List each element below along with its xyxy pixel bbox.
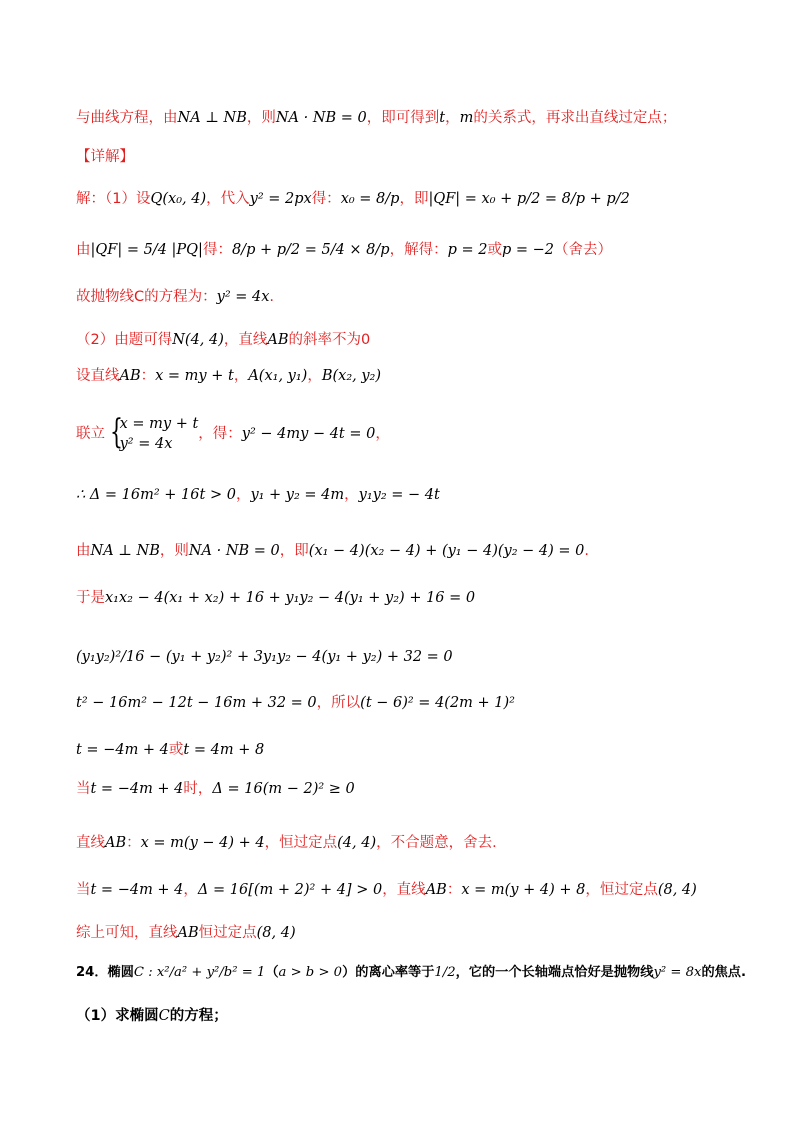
question-part	[76, 1006, 228, 1026]
text-run: ，	[235, 487, 251, 503]
text-run: 的斜率不为0	[288, 332, 371, 348]
text-line	[76, 588, 475, 608]
text-run: ，即	[399, 191, 429, 207]
text-run: ，则	[159, 543, 189, 559]
text-run: 或	[168, 742, 184, 758]
text-run: ，它的一个长轴端点恰好是抛物线	[455, 965, 654, 980]
math-expression: (y₁y₂)²/16 − (y₁ + y₂)² + 3y₁y₂ − 4(y₁ + y₂) + 32 = 0	[76, 649, 453, 665]
text-line	[76, 779, 355, 799]
text-line	[76, 240, 612, 260]
math-expression: p = 2	[447, 242, 488, 258]
text-line	[76, 923, 296, 943]
text-run: 的焦点.	[701, 965, 747, 980]
text-run: 由	[76, 543, 91, 559]
text-line	[76, 740, 264, 760]
text-run: 恒过定点	[198, 925, 257, 941]
system-equation: x = my + t	[119, 416, 199, 432]
question-stem	[76, 963, 746, 983]
text-line	[76, 414, 390, 454]
math-expression: NA ⊥ NB	[90, 543, 160, 559]
text-run: 时，	[183, 781, 213, 797]
math-expression: NA ⊥ NB	[177, 110, 247, 126]
section-heading	[76, 147, 134, 167]
math-expression: t = −4m + 4	[90, 781, 184, 797]
math-expression: x = m(y + 4) + 8	[461, 882, 586, 898]
text-run: 与曲线方程，由	[76, 110, 178, 126]
text-run: （	[265, 965, 279, 980]
text-run: （1）求椭圆	[76, 1008, 159, 1024]
text-run: ，直线	[382, 882, 426, 898]
text-run: ，	[375, 426, 390, 442]
text-run: 【详解】	[76, 149, 134, 165]
text-run: 于是	[76, 590, 105, 606]
math-expression: (4, 4)	[337, 835, 377, 851]
text-run: .	[584, 543, 589, 559]
text-line	[76, 647, 453, 667]
math-expression: NA · NB = 0	[275, 110, 367, 126]
text-line	[76, 693, 515, 713]
text-line	[76, 366, 381, 386]
text-run: 综上可知，直线	[76, 925, 178, 941]
text-run: ：	[140, 368, 156, 384]
text-line	[76, 330, 370, 350]
equation-system	[110, 414, 199, 454]
math-expression: (x₁ − 4)(x₂ − 4) + (y₁ − 4)(y₂ − 4) = 0	[308, 543, 585, 559]
text-run: ，直线	[223, 332, 268, 348]
math-expression: |QF| = x₀ + p/2 = 8/p + p/2	[428, 191, 630, 207]
brace-icon: {	[109, 412, 123, 452]
text-run: ：	[126, 835, 141, 851]
text-run: ，	[445, 110, 460, 126]
text-run: 设直线	[76, 368, 120, 384]
math-expression: x₁x₂ − 4(x₁ + x₂) + 16 + y₁y₂ − 4(y₁ + y₂) + 16 = 0	[105, 590, 476, 606]
text-run: ，	[233, 368, 249, 384]
math-expression: x = my + t	[155, 368, 234, 384]
math-expression: (t − 6)² = 4(2m + 1)²	[360, 695, 515, 711]
math-expression: t² − 16m² − 12t − 16m + 32 = 0	[76, 695, 317, 711]
text-run: ，即	[279, 543, 309, 559]
text-run: 联立	[76, 426, 105, 442]
math-expression: A(x₁, y₁)	[248, 368, 308, 384]
text-run: ，恒过定点	[585, 882, 658, 898]
text-run: ，不合题意，舍去.	[376, 835, 497, 851]
math-expression: t = 4m + 8	[183, 742, 265, 758]
math-expression: AB	[119, 368, 141, 384]
math-expression: AB	[267, 332, 289, 348]
text-line	[76, 189, 630, 209]
math-expression: x₀ = 8/p	[340, 191, 400, 207]
math-expression: t	[439, 110, 446, 126]
system-equation: y² = 4x	[119, 436, 173, 452]
math-expression: (8, 4)	[256, 925, 296, 941]
math-expression: Δ = 16[(m + 2)² + 4] > 0	[197, 882, 383, 898]
math-expression: y² − 4my − 4t = 0	[241, 426, 376, 442]
text-run: 当	[76, 882, 91, 898]
math-expression: Δ = 16(m − 2)² ≥ 0	[212, 781, 355, 797]
text-run: （舍去）	[553, 242, 612, 258]
text-line	[76, 833, 497, 853]
text-run: 故抛物线C的方程为：	[76, 289, 217, 305]
text-run: 或	[487, 242, 502, 258]
text-run: 的关系式，再求出直线过定点；	[473, 110, 677, 126]
math-expression: 1/2	[434, 965, 456, 980]
text-run: 的方程；	[169, 1008, 228, 1024]
math-expression: C	[158, 1008, 170, 1024]
math-expression: m	[459, 110, 474, 126]
text-line	[76, 880, 697, 900]
math-expression: y² = 2px	[249, 191, 312, 207]
math-expression: t = −4m + 4	[76, 742, 169, 758]
text-run: ，所以	[316, 695, 361, 711]
text-run: ，代入	[206, 191, 250, 207]
math-expression: N(4, 4)	[172, 332, 224, 348]
text-run: ，	[344, 487, 359, 503]
math-expression: y₁ + y₂ = 4m	[250, 487, 345, 503]
math-expression: ∴ Δ = 16m² + 16t > 0	[76, 487, 236, 503]
text-run: 直线	[76, 835, 105, 851]
math-expression: (8, 4)	[657, 882, 697, 898]
text-run: ）的离心率等于	[342, 965, 435, 980]
text-run: ，即可得到	[366, 110, 440, 126]
text-run: 得：	[202, 242, 232, 258]
text-line	[76, 485, 440, 505]
math-expression: p = −2	[501, 242, 554, 258]
math-expression: t = −4m + 4	[90, 882, 184, 898]
math-expression: y² = 4x	[216, 289, 270, 305]
text-run: ，恒过定点	[264, 835, 338, 851]
text-run: ，得：	[198, 426, 242, 442]
math-expression: NA · NB = 0	[188, 543, 280, 559]
math-expression: B(x₂, y₂)	[321, 368, 382, 384]
text-run: ，	[307, 368, 322, 384]
math-expression: y² = 8x	[653, 965, 702, 980]
text-line	[76, 541, 589, 561]
text-run: ，则	[246, 110, 276, 126]
math-expression: AB	[425, 882, 447, 898]
math-expression: x = m(y − 4) + 4	[140, 835, 265, 851]
math-expression: 8/p + p/2 = 5/4 × 8/p	[231, 242, 390, 258]
math-expression: Q(x₀, 4)	[150, 191, 207, 207]
question-number: 24．椭圆	[76, 965, 134, 980]
text-run: ，	[183, 882, 198, 898]
text-run: ，解得：	[389, 242, 448, 258]
math-expression: a > b > 0	[278, 965, 343, 980]
math-expression: C : x²/a² + y²/b² = 1	[133, 965, 266, 980]
math-expression: AB	[105, 835, 127, 851]
text-run: 得：	[311, 191, 341, 207]
text-run: 当	[76, 781, 91, 797]
text-run: 由	[76, 242, 91, 258]
text-line	[76, 108, 676, 128]
text-run: .	[269, 289, 275, 305]
math-expression: |QF| = 5/4 |PQ|	[90, 242, 203, 258]
text-run: ：	[446, 882, 462, 898]
text-run: （2）由题可得	[76, 332, 173, 348]
math-expression: y₁y₂ = − 4t	[358, 487, 440, 503]
math-expression: AB	[177, 925, 199, 941]
text-line	[76, 287, 274, 307]
text-run: 解：（1）设	[76, 191, 151, 207]
